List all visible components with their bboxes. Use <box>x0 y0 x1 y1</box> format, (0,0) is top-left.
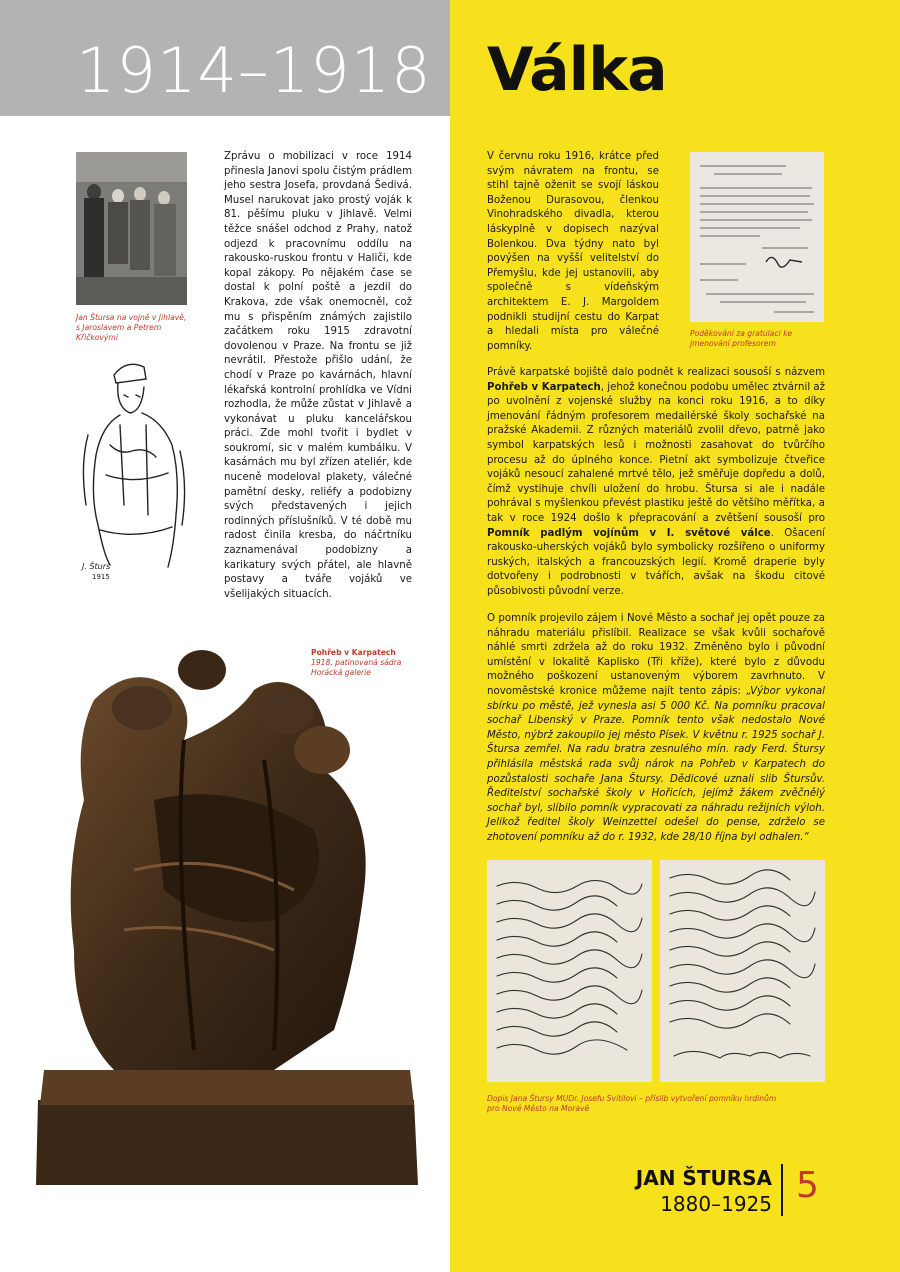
typed-letter-image <box>690 152 824 322</box>
soldier-sketch <box>76 355 194 585</box>
footer-divider <box>781 1164 783 1216</box>
sculpture-caption-title: Pohřeb v Karpatech <box>311 648 396 657</box>
soldier-sketch-image <box>76 355 194 585</box>
sculpture-caption <box>311 648 441 678</box>
handwritten-letter-caption: Dopis Jana Štursy MUDr. Josefu Svítilovi – příslib vytvoření pomníku hrdinům pro Nové Město na Moravě <box>487 1094 777 1113</box>
svg-text:1915: 1915 <box>92 573 110 581</box>
typed-letter-image-svg <box>690 152 824 322</box>
letter-caption: Poděkování za gratulaci ke jmenování profesorem <box>690 329 793 348</box>
paragraph-pohreb-monument: Pomník padlým vojínům v I. světové válce <box>487 527 771 539</box>
left-body-text: Zprávu o mobilizaci v roce 1914 přinesla Janovi spolu čistým prádlem jeho sestra Josefa, provdaná Šedivá. Musel narukovat jako prostý voják k 81. pěšímu pluku v Jihlavě. Velmi těžce snášel odchod z Prahy, natož odjezd k pracovnímu oddílu na rakousko-ruskou frontu v Haliči, kde kopal zákopy. Po nějakém čase se dostal k polní poště a jezdil do Krakova, zde však onemocněl, což mu s přispěním známých zajistilo začátkem roku 1915 zdravotní dovolenou v Praze. Na frontu se již nevrátil. Přestože přišlo udání, že chodí v Praze po kavárnách, hlavní lékařská kontrolní prohlídka ve Vídni rozhodla, že může zůstat v Jihlavě a vykonávat u pluku kancelářskou práci. Zde mohl tvořit i bydlet v soukromí, sic v malém kumbálku. V kasárnách mu byl zřízen ateliér, kde nuceně modeloval plakety, válečné pamětní desky, reliéfy a podobizny svých představených i jejich rodinných příslušníků. V té době mu radost činila kresba, do náčrtníku zaznamenával podobizny a karikatury svých přátel, ale hlavně postavy a tváře vojáků ve všelijakých situacích. <box>224 151 412 600</box>
sculpture-caption-gallery: Horácká galerie <box>311 668 371 677</box>
footer-artist-name: JAN ŠTURSA <box>635 1166 772 1190</box>
paragraph-pohreb-part-a: Právě karpatské bojiště dalo podnět k realizaci sousoší s názvem <box>487 367 825 378</box>
handwritten-letter-page-2 <box>660 860 825 1082</box>
handwritten-letter-page-1 <box>487 860 652 1082</box>
paragraph-nove-mesto <box>487 612 825 846</box>
sculpture-caption-material: 1918, patinovaná sádra <box>311 658 402 667</box>
handwritten-letter-page-1-svg <box>487 860 652 1082</box>
right-intro-text: V červnu roku 1916, krátce před svým návratem na frontu, se stihl tajně oženit se svojí láskou Boženou Durasovou, členkou Vinohradského divadla, kterou láskyplně v dopisech nazýval Bolenkou. Dva týdny nato byl povýšen na vyšší velitelství do Přemyšlu, kde jej ustanovili, aby společně s vídeňským architektem E. J. Margoldem podnikli studijní cestu do Karpat a hledali místa pro válečné pomníky. <box>487 151 659 352</box>
war-photo-caption: Jan Štursa na vojně v Jihlavě, s Jaroslavem a Petrem Křičkovými <box>76 313 187 342</box>
paragraph-nove-mesto-quote: „Výbor vykonal sbírku po městě, jež vynesla asi 5 000 Kč. Na pomníku pracoval sochař Libenský v Praze. Pomník tento však nedostalo Nové Město, nýbrž zakoupilo jej město Písek. V květnu r. 1925 sochař J. Štursa zemřel. Na radu bratra zesnulého mín. rady Ferd. Štursy přihlásila městská rada svůj nárok na Pohřeb v Karpatech do pozůstalosti sochaře Jana Štursy. Dědicové uznali slib Štursův. Ředitelství sochařské školy v Hořicích, jejímž žákem zvěčnělý sochař byl, slíbilo pomník vypracovati za náhradu režijních výloh. Jelikož ředitel školy Weinzettel odešel do pense, zdrželo se zhotovení pomníku až do r. 1932, kde 28/10 října byl odhalen.“ <box>487 685 826 843</box>
page-title: Válka <box>487 35 667 105</box>
period-years: 1914–1918 <box>76 34 432 107</box>
war-group-photo <box>76 152 187 305</box>
paragraph-pohreb <box>487 366 825 600</box>
footer-artist-years: 1880–1925 <box>660 1192 772 1216</box>
war-group-photo-image <box>76 152 187 305</box>
sculpture-photo-image <box>34 630 420 1190</box>
paragraph-nove-mesto-part-a: O pomník projevilo zájem i Nové Město a sochař jej opět pouze za náhradu materiálu přislíbil. Realizace se však kvůli sochařově náhlé smrti zdržela až do roku 1932. Změněno bylo i původní umístění v lokalitě Kaplisko (Tři kříže), které bylo z důvodu možného poškození ustanoveným výborem zavrhnuto. V novoměstské kronice můžeme najít tento zápis: <box>487 613 825 697</box>
svg-text:J. Šturs: J. Šturs <box>82 562 111 571</box>
paragraph-pohreb-part-c: , jehož konečnou podobu umělec ztvárnil až po uvolnění z vojenské služby na konci roku 1916, a to díky jmenování řádným profesorem medailérské školy sochařské na pražské Akademii. Z různých materiálů zvolil dřevo, patrně jako symbol karpatských lesů i možnosti zasahovat do tvůrčího procesu až do úplného konce. Pietní akt symbolizuje čtveřice vojáků nesoucí zahalené mrtvé tělo, jež směřuje dopředu a dolů, čímž vystihuje chvíli uložení do hrobu. Štursa si ale i nadále pohrával s myšlenkou převést plastiku ještě do většího měřítka, a tak v roce 1924 došlo k přepracování a zvětšení sousoší pro <box>487 381 826 524</box>
page-number: 5 <box>796 1165 819 1206</box>
sculpture-photo <box>34 630 420 1190</box>
paragraph-pohreb-part-e: . Ošacení rakousko-uherských vojáků bylo symbolicky rozšířeno o uniformy ruských, italských a francouzských legií. Kromě draperie byly dotvořeny i podrobnosti v tvářích, avšak na škodu citové působivosti původní verze. <box>487 527 826 597</box>
handwritten-letter-page-2-svg <box>660 860 825 1082</box>
paragraph-pohreb-title: Pohřeb v Karpatech <box>487 381 601 393</box>
